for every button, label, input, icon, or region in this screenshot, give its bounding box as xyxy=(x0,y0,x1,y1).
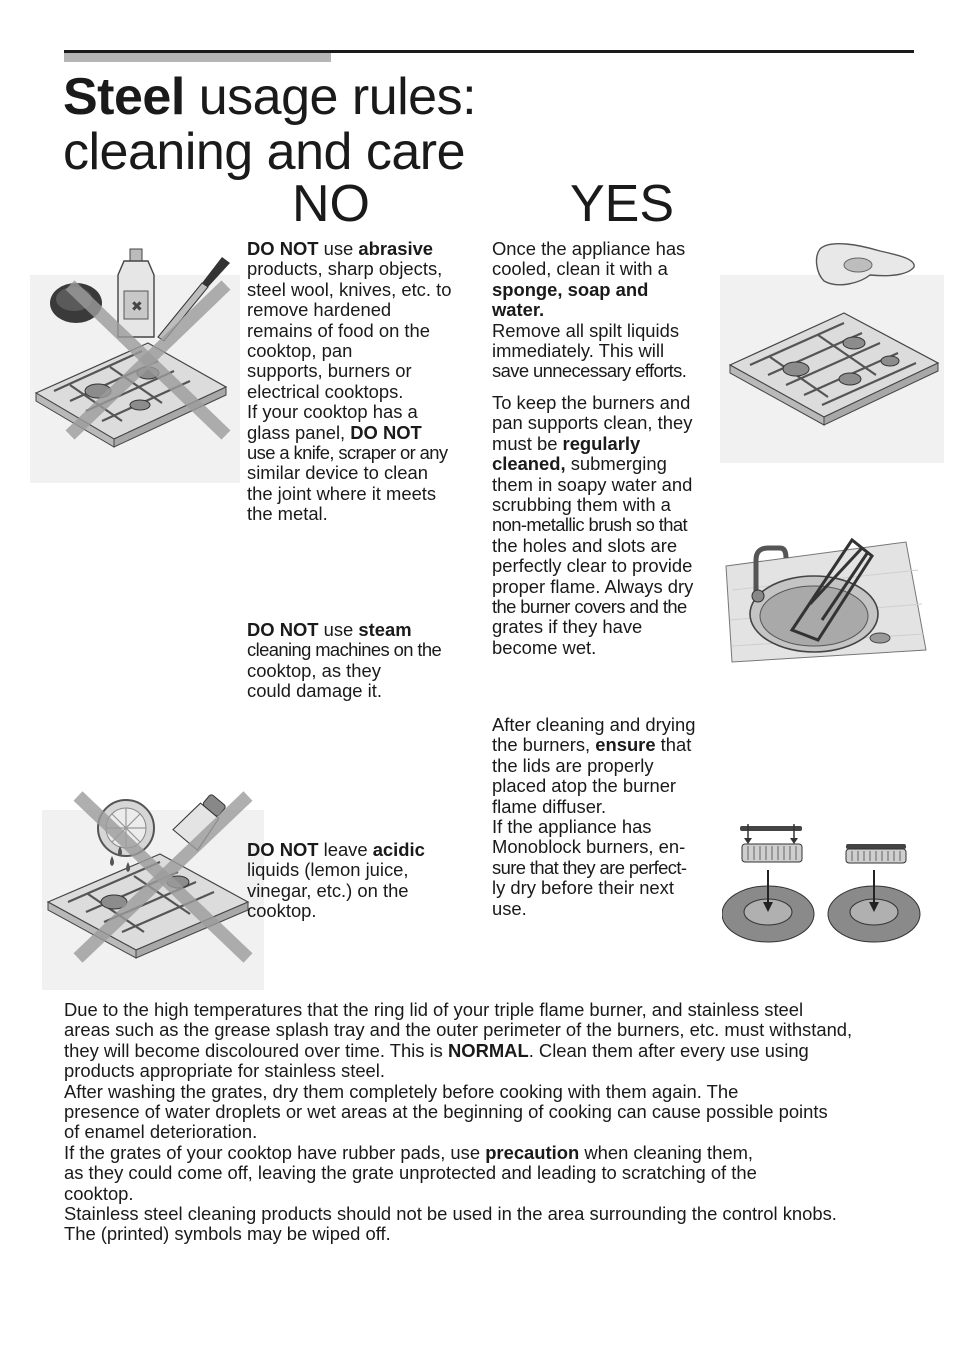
yes-sponge-instructions: Once the appliance has cooled, clean it with a sponge, soap and water. Remove all spilt liquids immediately. This will save unnecessary efforts. xyxy=(492,238,687,382)
no-acidic-instructions: DO NOT leave acidic liquids (lemon juice, vinegar, etc.) on the cooktop. xyxy=(247,839,425,922)
acidic-liquids-illustration xyxy=(42,790,264,990)
page-title: Steel usage rules: cleaning and care xyxy=(63,68,477,181)
svg-text:✖: ✖ xyxy=(131,299,143,315)
header-accent-bar xyxy=(64,53,331,62)
sink-soaking-illustration xyxy=(722,530,928,665)
no-steam-instructions: DO NOT use steam cleaning machines on the cooktop, as they could damage it. xyxy=(247,619,442,702)
general-care-notes: Due to the high temperatures that the ring lid of your triple flame burner, and stainless steel areas such as the grease splash tray and the outer perimeter of the burners, etc. must withstand, they will become discoloured over time. This is NORMAL. Clean them after every use using products appropriate for stainless steel. After washing the grates, dry them completely before cooking with them again. The presence of water droplets or wet areas at the beginning of cooking can cause possible points of enamel deterioration. If the grates of your cooktop have rubber pads, use precaution when cleaning them, as they could come off, leaving the grate unprotected and leading to scratching of the cooktop. Stainless steel cleaning products should not be used in the area surrounding the control knobs. The (printed) symbols may be wiped off. xyxy=(64,999,853,1245)
burner-lid-placement-illustration xyxy=(722,818,932,946)
yes-column-heading: YES xyxy=(570,175,675,233)
abrasive-products-illustration xyxy=(30,245,240,485)
no-abrasive-instructions: DO NOT use abrasive products, sharp objects, steel wool, knives, etc. to remove hardened remains of food on the cooktop, pan supports, burners or electrical cooktops. If your cooktop has a glass panel, DO NOT use a knife, scraper or any similar device to clean the joint where it meets the metal. xyxy=(247,238,452,525)
yes-burner-cleaning-instructions: To keep the burners and pan supports clean, they must be regularly cleaned, submerging them in soapy water and scrubbing them with a non-metallic brush so that the holes and slots are perfectly clear to provide proper flame. Always dry the burner covers and the grates if they have become wet. xyxy=(492,392,694,658)
sponge-cleaning-illustration xyxy=(720,235,946,465)
no-column-heading: NO xyxy=(292,175,370,233)
yes-lid-placement-instructions: After cleaning and drying the burners, ensure that the lids are properly placed atop the burner flame diffuser. If the appliance has Monoblock burners, en- sure that they are perfect- ly dry before their next use. xyxy=(492,714,696,919)
